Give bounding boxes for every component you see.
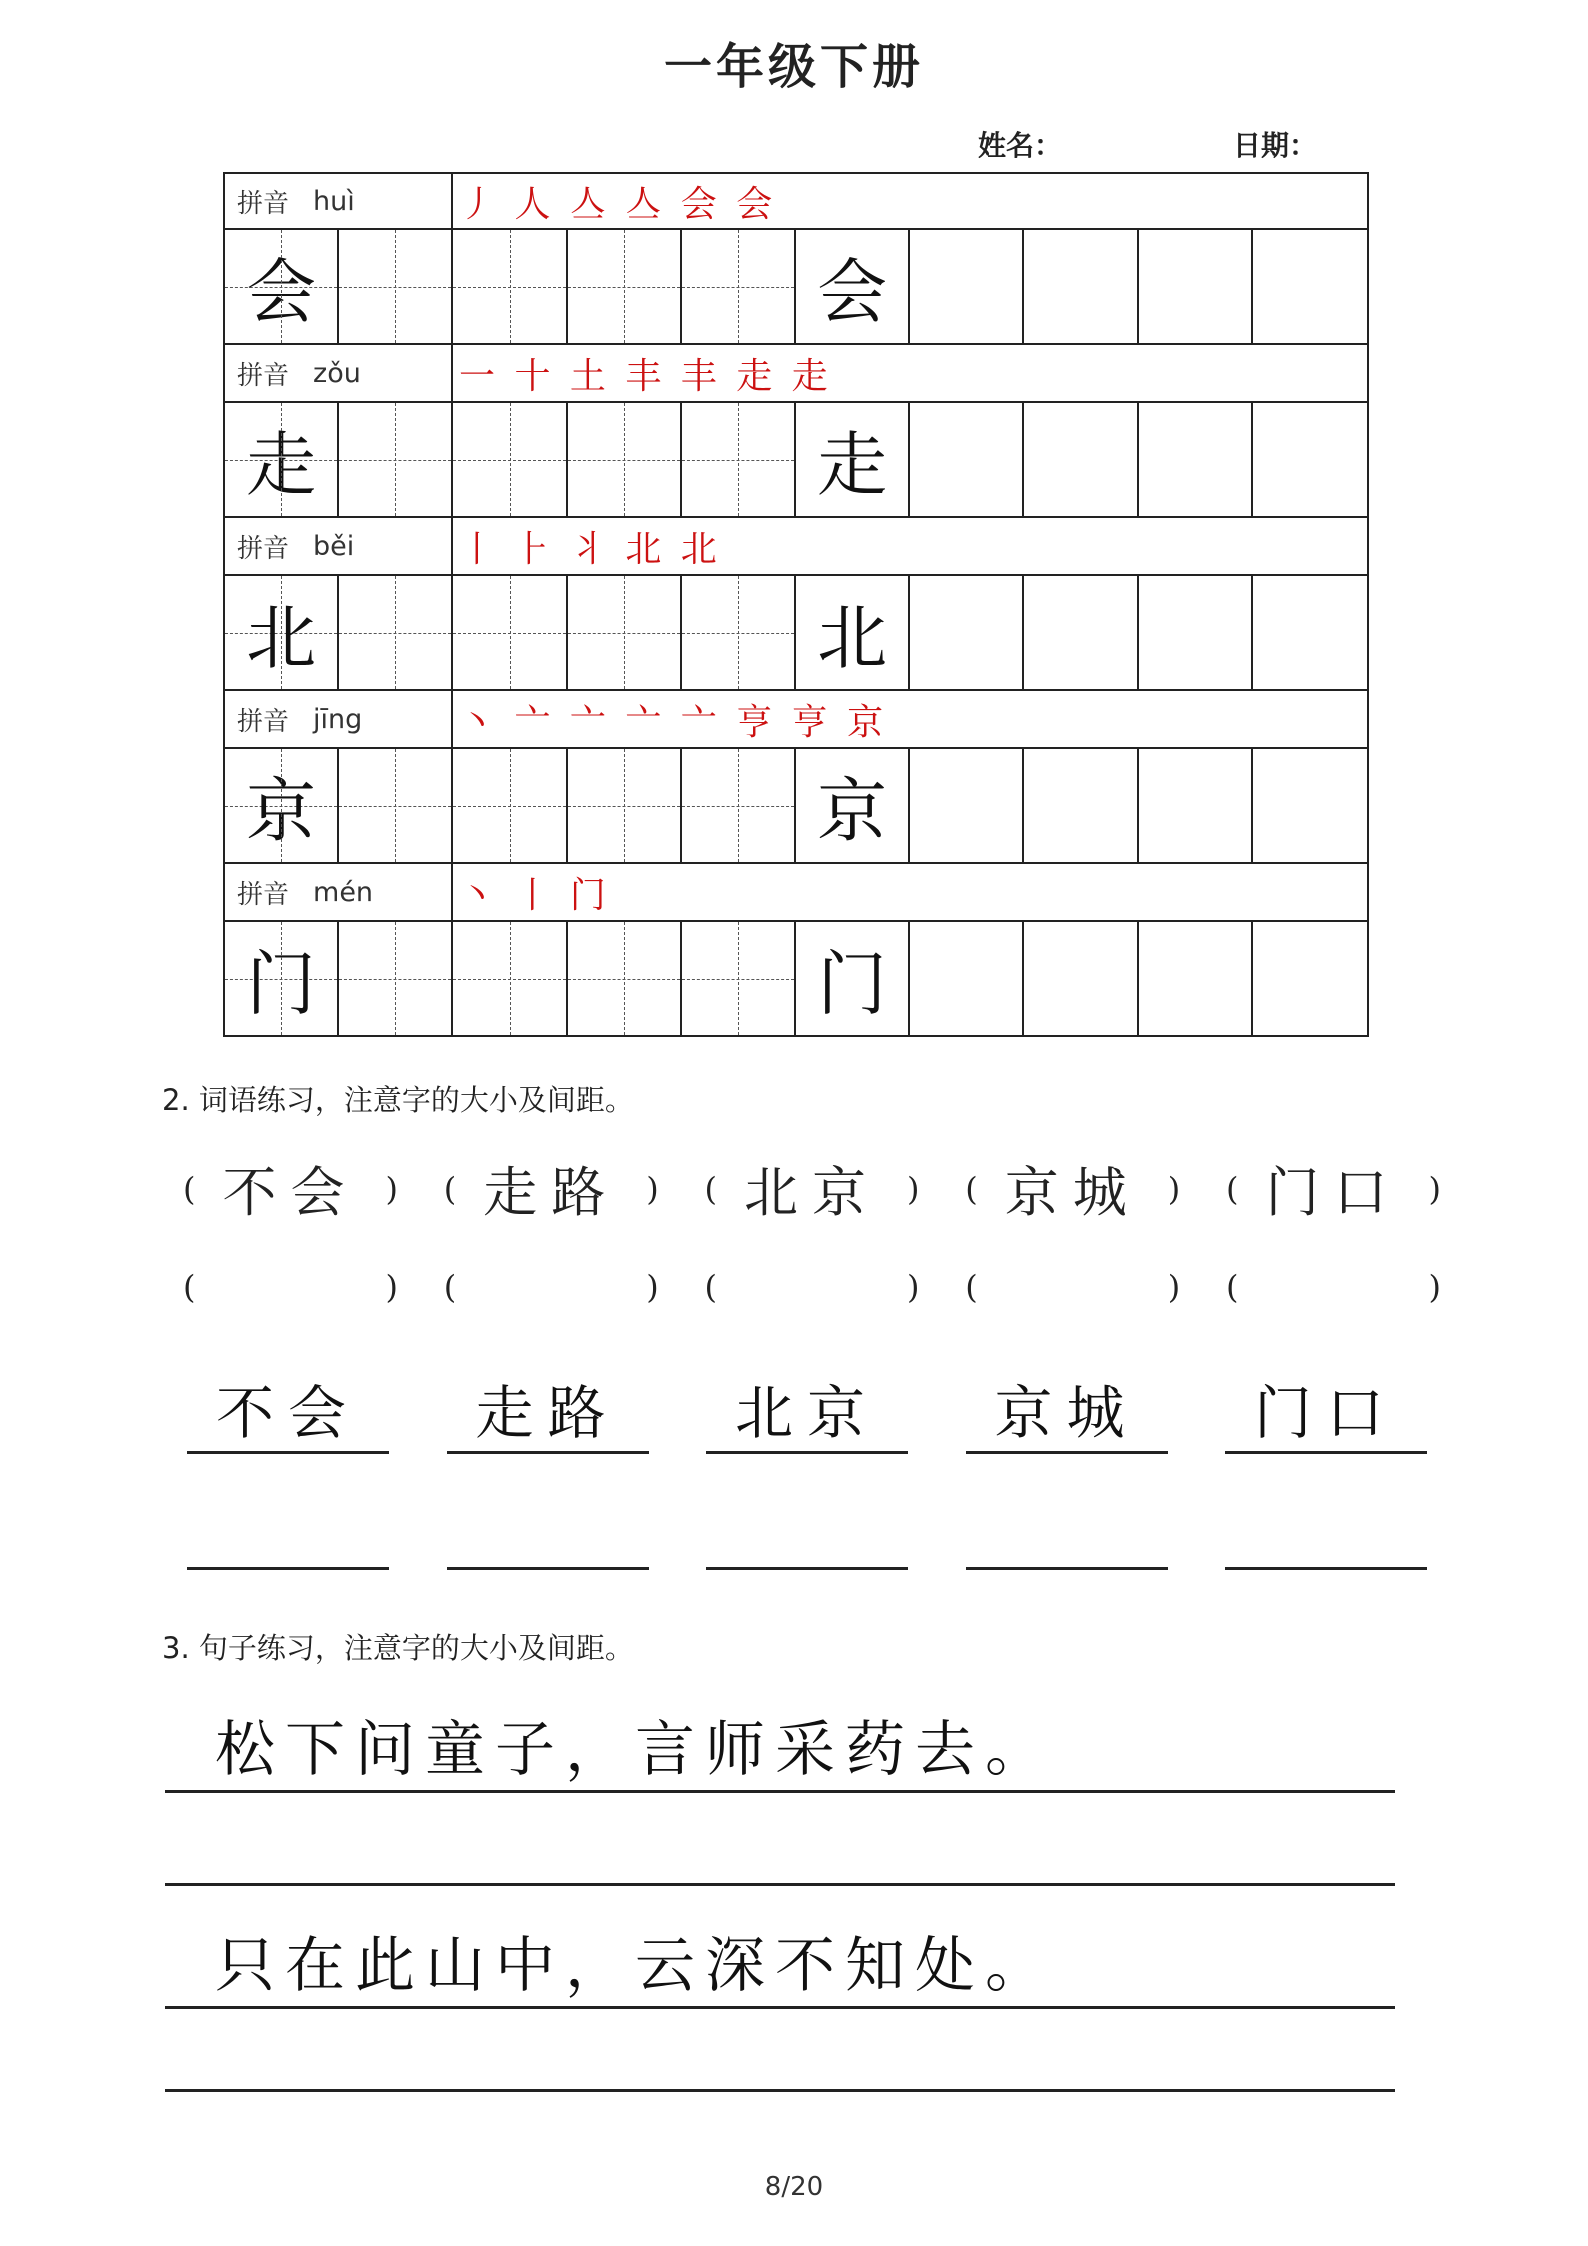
practice-cell[interactable] xyxy=(339,749,453,862)
word-text: 不会 xyxy=(222,1161,359,1224)
paren-close: ) xyxy=(907,1169,920,1208)
model-char-cell xyxy=(796,576,910,689)
practice-cell[interactable] xyxy=(1253,230,1367,343)
word-write-slot: 不会 xyxy=(187,1378,389,1454)
practice-cell[interactable] xyxy=(1139,576,1253,689)
practice-cell[interactable] xyxy=(1024,576,1138,689)
pinyin-row xyxy=(223,172,1369,230)
practice-cell[interactable] xyxy=(682,403,796,516)
practice-cell[interactable] xyxy=(910,922,1024,1035)
word-paren xyxy=(183,1150,398,1227)
practice-cell[interactable] xyxy=(1139,230,1253,343)
blank-paren[interactable] xyxy=(183,1268,398,1306)
practice-cell[interactable] xyxy=(1139,922,1253,1035)
word-write-slot: 走路 xyxy=(447,1378,649,1454)
model-char: 北 xyxy=(246,597,317,679)
practice-cell[interactable] xyxy=(453,576,567,689)
stroke-sequence: 一 十 土 丰 丰 走 走 xyxy=(459,355,832,397)
stroke-order xyxy=(453,174,1367,228)
paren-close: ) xyxy=(646,1169,659,1208)
page-number: 8/20 xyxy=(764,2172,824,2202)
pinyin-value: jīng xyxy=(313,703,363,735)
paren-open: ( xyxy=(1226,1169,1239,1208)
pinyin-label: 拼音 xyxy=(237,706,290,737)
paren-close: ) xyxy=(1428,1169,1441,1208)
pinyin-value: běi xyxy=(313,530,355,562)
word-write-slot: 京城 xyxy=(966,1378,1168,1454)
sentence-line: 松下问童子，言师采药去。 xyxy=(165,1710,1395,1793)
paren-close: ) xyxy=(907,1268,920,1306)
practice-cell[interactable] xyxy=(1253,576,1367,689)
pinyin-label: 拼音 xyxy=(237,879,290,910)
practice-cell[interactable] xyxy=(339,230,453,343)
stroke-sequence: 丨 ⺊ 丬 北 北 xyxy=(459,528,721,570)
model-char-cell xyxy=(796,230,910,343)
model-char: 走 xyxy=(246,424,317,506)
paren-close: ) xyxy=(646,1268,659,1306)
practice-cell[interactable] xyxy=(1253,749,1367,862)
char-row xyxy=(223,230,1369,345)
word-text: 北京 xyxy=(744,1161,880,1224)
word-write-slot: 北京 xyxy=(706,1378,908,1454)
word-write-row xyxy=(187,1378,1427,1454)
pinyin-label: 拼音 xyxy=(237,360,290,391)
pinyin-row xyxy=(223,345,1369,403)
sentence-line: 只在此山中，云深不知处。 xyxy=(165,1926,1395,2009)
section3-title: 3. 句子练习，注意字的大小及间距。 xyxy=(162,1631,634,1665)
paren-open: ( xyxy=(443,1268,457,1306)
word-blank-slot[interactable] xyxy=(706,1546,908,1570)
stroke-sequence: 丶 亠 亠 亠 亠 亨 亨 京 xyxy=(459,701,888,743)
paren-open: ( xyxy=(965,1169,978,1208)
practice-cell[interactable] xyxy=(453,922,567,1035)
blank-paren[interactable] xyxy=(444,1268,659,1306)
stroke-sequence: 丶 丨 门 xyxy=(459,874,610,916)
blank-paren-row xyxy=(183,1268,1441,1306)
stroke-order xyxy=(453,691,1367,747)
paren-open: ( xyxy=(183,1169,196,1208)
pinyin-row xyxy=(223,864,1369,922)
model-char-cell xyxy=(225,749,339,862)
practice-cell[interactable] xyxy=(910,749,1024,862)
practice-cell[interactable] xyxy=(1024,230,1138,343)
pinyin-label: 拼音 xyxy=(237,188,290,219)
practice-cell[interactable] xyxy=(568,230,682,343)
practice-cell[interactable] xyxy=(910,403,1024,516)
practice-cell[interactable] xyxy=(568,922,682,1035)
word-blank-slot[interactable] xyxy=(187,1546,389,1570)
model-char: 北 xyxy=(817,597,888,679)
practice-cell[interactable] xyxy=(910,576,1024,689)
practice-cell[interactable] xyxy=(1024,922,1138,1035)
paren-close: ) xyxy=(385,1268,398,1306)
stroke-order xyxy=(453,864,1367,920)
model-char-cell xyxy=(225,576,339,689)
pinyin-cell xyxy=(225,174,453,228)
word-paren xyxy=(965,1150,1180,1227)
paren-close: ) xyxy=(1167,1169,1181,1208)
practice-cell[interactable] xyxy=(682,576,796,689)
pinyin-label: 拼音 xyxy=(237,533,290,564)
model-char: 门 xyxy=(246,943,317,1025)
practice-cell[interactable] xyxy=(339,403,453,516)
practice-cell[interactable] xyxy=(682,230,796,343)
word-text: 走路 xyxy=(483,1161,620,1224)
stroke-sequence: 丿 人 亼 亼 会 会 xyxy=(459,183,777,225)
practice-cell[interactable] xyxy=(568,749,682,862)
word-write-slot: 门口 xyxy=(1225,1378,1427,1454)
word-blank-slot[interactable] xyxy=(966,1546,1168,1570)
practice-cell[interactable] xyxy=(339,922,453,1035)
stroke-order xyxy=(453,518,1367,574)
model-char: 京 xyxy=(246,770,317,852)
pinyin-cell xyxy=(225,691,453,747)
practice-cell[interactable] xyxy=(682,922,796,1035)
model-char: 门 xyxy=(817,943,888,1025)
paren-open: ( xyxy=(704,1268,717,1306)
character-grid xyxy=(223,172,1369,1037)
blank-paren[interactable] xyxy=(705,1268,920,1306)
paren-open: ( xyxy=(704,1169,717,1208)
section2-title: 2. 词语练习，注意字的大小及间距。 xyxy=(162,1083,634,1117)
pinyin-row xyxy=(223,691,1369,749)
practice-cell[interactable] xyxy=(910,230,1024,343)
model-char: 会 xyxy=(246,251,317,333)
paren-open: ( xyxy=(183,1268,196,1306)
pinyin-value: huì xyxy=(313,185,355,217)
char-row xyxy=(223,749,1369,864)
practice-cell[interactable] xyxy=(1139,403,1253,516)
practice-cell[interactable] xyxy=(682,749,796,862)
practice-cell[interactable] xyxy=(568,576,682,689)
word-paren xyxy=(1226,1150,1441,1227)
word-paren xyxy=(444,1150,659,1227)
paren-close: ) xyxy=(1428,1268,1441,1306)
practice-cell[interactable] xyxy=(339,576,453,689)
pinyin-row xyxy=(223,518,1369,576)
blank-paren[interactable] xyxy=(965,1268,1180,1306)
model-char-cell xyxy=(796,922,910,1035)
model-char-cell xyxy=(225,922,339,1035)
practice-cell[interactable] xyxy=(453,230,567,343)
practice-cell[interactable] xyxy=(1253,922,1367,1035)
pinyin-value: mén xyxy=(313,876,374,908)
name-label: 姓名： xyxy=(978,129,1063,162)
practice-cell[interactable] xyxy=(568,403,682,516)
model-char-cell xyxy=(225,230,339,343)
sentence-blank-line[interactable] xyxy=(165,2012,1395,2092)
page-title: 一年级下册 xyxy=(663,39,924,95)
practice-cell[interactable] xyxy=(1253,403,1367,516)
paren-close: ) xyxy=(1167,1268,1181,1306)
pinyin-cell xyxy=(225,864,453,920)
model-char-cell xyxy=(796,403,910,516)
model-char-cell xyxy=(796,749,910,862)
word-blank-slot[interactable] xyxy=(1225,1546,1427,1570)
stroke-order xyxy=(453,345,1367,401)
word-blank-slot[interactable] xyxy=(447,1546,649,1570)
practice-cell[interactable] xyxy=(453,403,567,516)
char-row xyxy=(223,576,1369,691)
model-char: 走 xyxy=(817,424,888,506)
paren-close: ) xyxy=(385,1169,398,1208)
word-paren xyxy=(705,1150,920,1227)
blank-paren[interactable] xyxy=(1226,1268,1441,1306)
practice-cell[interactable] xyxy=(453,749,567,862)
word-text: 京城 xyxy=(1004,1161,1141,1224)
char-row xyxy=(223,922,1369,1037)
model-char-cell xyxy=(225,403,339,516)
pinyin-value: zǒu xyxy=(313,357,361,389)
paren-open: ( xyxy=(443,1169,457,1208)
pinyin-cell xyxy=(225,518,453,574)
practice-cell[interactable] xyxy=(1024,749,1138,862)
model-char: 京 xyxy=(817,770,888,852)
date-label: 日期： xyxy=(1233,129,1318,162)
practice-cell[interactable] xyxy=(1139,749,1253,862)
paren-open: ( xyxy=(1226,1268,1239,1306)
pinyin-cell xyxy=(225,345,453,401)
word-blank-row xyxy=(187,1546,1427,1570)
char-row xyxy=(223,403,1369,518)
sentence-blank-line[interactable] xyxy=(165,1806,1395,1886)
paren-open: ( xyxy=(965,1268,978,1306)
model-char: 会 xyxy=(817,251,888,333)
practice-cell[interactable] xyxy=(1024,403,1138,516)
word-text: 门口 xyxy=(1265,1161,1402,1224)
word-paren-row xyxy=(183,1150,1441,1227)
